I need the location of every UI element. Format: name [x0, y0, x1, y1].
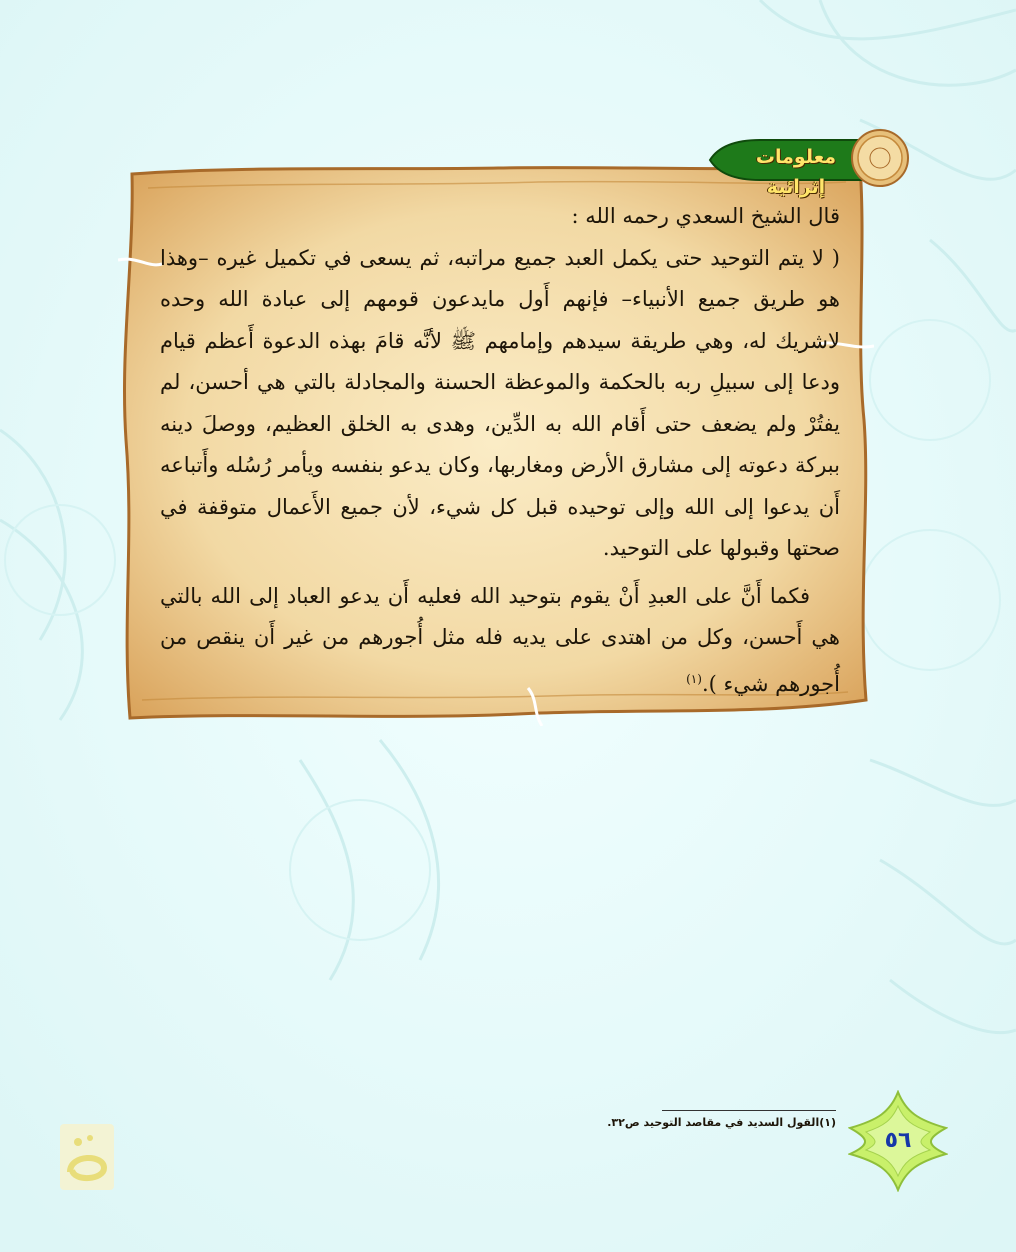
body-text	[160, 196, 840, 705]
quote-paragraph-2-text: فكما أَنَّ على العبدِ أَنْ يقوم بتوحيد الله فعليه أَن يدعو العباد إلى الله بالتي هي أَحسن، وكل من اهتدى على يديه فله مثل أُجورهم من غير أَن ينقص من أُجورهم شيء ).	[160, 583, 840, 696]
intro-line: قال الشيخ السعدي رحمه الله :	[571, 204, 840, 228]
badge-title: معلومات إثرائية	[755, 146, 837, 198]
footnote-marker: (١)	[686, 671, 702, 686]
publisher-logo-icon	[60, 1124, 114, 1190]
page-number: ٥٦	[884, 1128, 912, 1153]
quote-paragraph-1: ( لا يتم التوحيد حتى يكمل العبد جميع مراتبه، ثم يسعى في تكميل غيره –وهذا هو طريق جميع الأنبياء– فإنهم أَول مايدعون قومهم إلى عبادة الله وحده لاشريك له، وهي طريقة سيدهم وإمامهم ﷺ لأنَّه قامَ بهذه الدعوة أَعظم قيام ودعا إلى سبيلِ ربه بالحكمة والموعظة الحسنة والمجادلة بالتي هي أحسن، لم يفتُرْ ولم يضعف حتى أَقام الله به الدِّين، وهدى به الخلق العظيم، ووصلَ دينه ببركة دعوته إلى مشارق الأرض ومغاربها، وكان يدعو بنفسه ويأمر رُسُله وأَتباعه أَن يدعوا إلى الله وإلى توحيده قبل كل شيء، لأن جميع الأَعمال متوقفة في صحتها وقبولها على التوحيد.	[160, 245, 840, 560]
footnote: (١)القول السديد في مقاصد التوحيد ص٣٢.	[607, 1116, 836, 1129]
footnote-divider	[662, 1110, 836, 1111]
quote-paragraph-2	[160, 576, 840, 706]
